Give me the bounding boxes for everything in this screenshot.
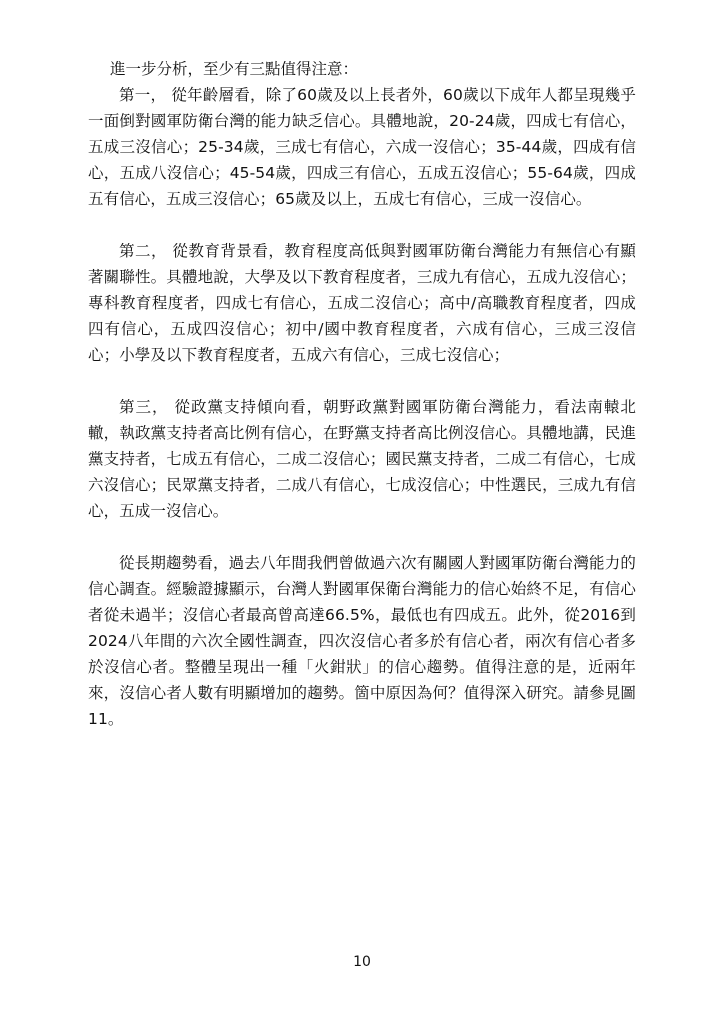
paragraph-trend: 從長期趨勢看，過去八年間我們曾做過六次有關國人對國軍防衛台灣能力的信心調查。經驗證據顯示，台灣人對國軍保衛台灣能力的信心始終不足，有信心者從未過半；沒信心者最高曾高達66.5%，最低也有四成五。此外，從2016到2024八年間的六次全國性調查，四次沒信心者多於有信心者，兩次有信心者多於沒信心者。整體呈現出一種「火鉗狀」的信心趨勢。值得注意的是，近兩年來，沒信心者人數有明顯增加的趨勢。箇中原因為何？值得深入研究。請參見圖11。 bbox=[88, 554, 636, 728]
paragraph-education: 第二， 從教育背景看，教育程度高低與對國軍防衛台灣能力有無信心有顯著關聯性。具體地說，大學及以下教育程度者，三成九有信心，五成九沒信心；專科教育程度者，四成七有信心，五成二沒信心；高中/高職教育程度者，四成四有信心，五成四沒信心；初中/國中教育程度者，六成有信心，三成三沒信心；小學及以下教育程度者，五成六有信心，三成七沒信心； bbox=[88, 242, 636, 364]
paragraph-party: 第三， 從政黨支持傾向看，朝野政黨對國軍防衛台灣能力，看法南轅北轍，執政黨支持者高比例有信心，在野黨支持者高比例沒信心。具體地講，民進黨支持者，七成五有信心，二成二沒信心；國民黨支持者，二成二有信心，七成六沒信心；民眾黨支持者，二成八有信心，七成沒信心；中性選民，三成九有信心，五成一沒信心。 bbox=[88, 398, 636, 520]
page-number: 10 bbox=[353, 954, 371, 970]
document-body bbox=[88, 56, 636, 732]
lead-sentence: 進一步分析，至少有三點值得注意： bbox=[110, 60, 359, 78]
paragraph-age: 第一， 從年齡層看，除了60歲及以上長者外，60歲以下成年人都呈現幾乎一面倒對國軍防衛台灣的能力缺乏信心。具體地說，20-24歲，四成七有信心，五成三沒信心；25-34歲，三成七有信心，六成一沒信心；35-44歲，四成有信心，五成八沒信心；45-54歲，四成三有信心，五成五沒信心；55-64歲，四成五有信心，五成三沒信心；65歲及以上，五成七有信心，三成一沒信心。 bbox=[88, 86, 636, 208]
